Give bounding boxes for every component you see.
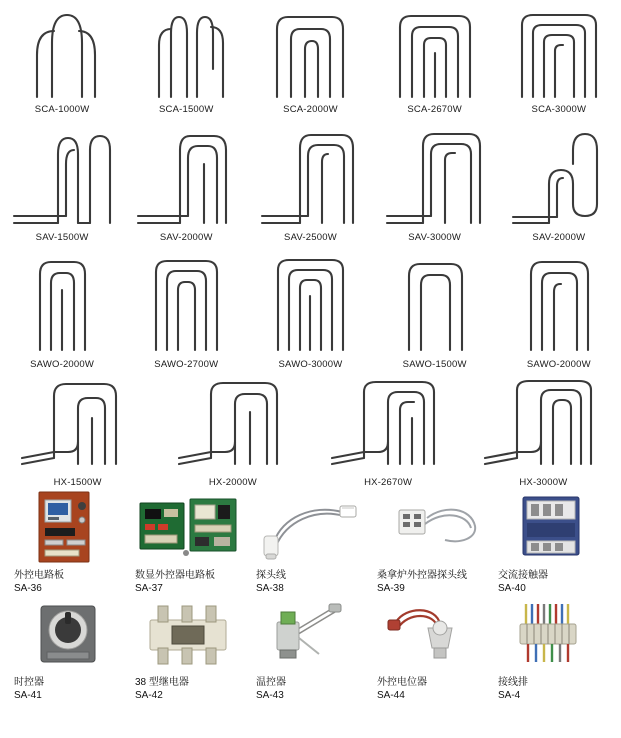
product-cell[interactable] xyxy=(0,243,124,370)
heater-row xyxy=(0,0,621,115)
terminal-strip-photo xyxy=(490,595,611,673)
thermostat-photo xyxy=(248,595,369,673)
sca-3000-drawing xyxy=(504,9,614,101)
product-cell[interactable] xyxy=(0,370,155,488)
sav-2500-drawing xyxy=(254,124,366,229)
sav-2000-drawing xyxy=(130,124,242,229)
hx-2670-drawing xyxy=(318,378,458,474)
product-cell[interactable] xyxy=(248,243,372,370)
product-cell[interactable] xyxy=(124,0,248,115)
accessory-name: 38 型继电器 xyxy=(135,677,189,688)
accessory-code: SA-39 xyxy=(377,583,405,594)
accessories-section xyxy=(0,488,621,702)
product-code: SAWO-3000W xyxy=(278,359,343,370)
product-cell[interactable] xyxy=(124,115,248,243)
accessory-code: SA-42 xyxy=(135,690,163,701)
accessory-row xyxy=(6,595,615,702)
accessory-name: 数显外控器电路板 xyxy=(135,570,215,581)
ac-contactor-photo xyxy=(490,488,611,566)
sawo-2000b-drawing xyxy=(503,252,615,356)
sav-1500-drawing xyxy=(6,124,118,229)
accessory-cell[interactable] xyxy=(369,595,490,702)
sawo-2700-drawing xyxy=(130,252,242,356)
product-cell[interactable] xyxy=(248,115,372,243)
accessory-row xyxy=(6,488,615,595)
hx-3000-drawing xyxy=(473,378,613,474)
accessory-code: SA-40 xyxy=(498,583,526,594)
accessory-cell[interactable] xyxy=(369,488,490,595)
product-code: SAWO-2700W xyxy=(154,359,219,370)
product-code: SAV-2000W xyxy=(532,232,586,243)
product-cell[interactable] xyxy=(155,370,310,488)
relay-photo xyxy=(127,595,248,673)
accessory-code: SA-44 xyxy=(377,690,405,701)
product-code: HX-3000W xyxy=(519,477,568,488)
product-code: SCA-2670W xyxy=(407,104,462,115)
accessory-name: 外控电位器 xyxy=(377,677,427,688)
sav-2000b-drawing xyxy=(503,124,615,229)
product-code: HX-2670W xyxy=(364,477,413,488)
heater-row xyxy=(0,243,621,370)
accessory-name: 交流接触器 xyxy=(498,570,548,581)
product-code: SCA-2000W xyxy=(283,104,338,115)
product-cell[interactable] xyxy=(497,243,621,370)
product-cell[interactable] xyxy=(497,0,621,115)
sca-1500-drawing xyxy=(131,9,241,101)
product-code: HX-1500W xyxy=(53,477,102,488)
product-code: SAV-3000W xyxy=(408,232,462,243)
probe-cable-photo xyxy=(248,488,369,566)
accessory-name: 接线排 xyxy=(498,677,528,688)
timer-photo xyxy=(6,595,127,673)
potentiometer-photo xyxy=(369,595,490,673)
accessory-cell[interactable] xyxy=(6,595,127,702)
accessory-code: SA-37 xyxy=(135,583,163,594)
product-cell[interactable] xyxy=(311,370,466,488)
accessory-name: 时控器 xyxy=(14,677,44,688)
control-board-photo xyxy=(6,488,127,566)
sawo-1500-drawing xyxy=(379,252,491,356)
product-code: HX-2000W xyxy=(208,477,257,488)
accessory-name: 外控电路板 xyxy=(14,570,64,581)
product-code: SAWO-2000W xyxy=(30,359,95,370)
sauna-probe-cable-photo xyxy=(369,488,490,566)
accessory-name: 桑拿炉外控器探头线 xyxy=(377,570,467,581)
digital-board-photo xyxy=(127,488,248,566)
product-code: SAWO-2000W xyxy=(526,359,591,370)
product-code: SAV-2500W xyxy=(284,232,337,243)
accessory-code: SA-43 xyxy=(256,690,284,701)
accessory-name: 探头线 xyxy=(256,570,286,581)
accessory-code: SA-38 xyxy=(256,583,284,594)
accessory-code: SA-41 xyxy=(14,690,42,701)
product-cell[interactable] xyxy=(124,243,248,370)
sawo-2000-drawing xyxy=(6,252,118,356)
hx-2000-drawing xyxy=(163,378,303,474)
product-code: SCA-1000W xyxy=(34,104,90,115)
product-code: SAV-2000W xyxy=(159,232,213,243)
product-cell[interactable] xyxy=(373,243,497,370)
product-cell[interactable] xyxy=(373,115,497,243)
sawo-3000-drawing xyxy=(254,252,366,356)
accessory-cell[interactable] xyxy=(127,595,248,702)
accessory-cell[interactable] xyxy=(248,488,369,595)
hx-1500-drawing xyxy=(8,378,148,474)
sav-3000-drawing xyxy=(379,124,491,229)
heater-row xyxy=(0,370,621,488)
accessory-cell[interactable] xyxy=(127,488,248,595)
accessory-cell[interactable] xyxy=(248,595,369,702)
heater-row xyxy=(0,115,621,243)
product-cell[interactable] xyxy=(466,370,621,488)
product-code: SCA-3000W xyxy=(531,104,587,115)
accessory-cell[interactable] xyxy=(490,595,611,702)
sca-1000-drawing xyxy=(7,9,117,101)
product-cell[interactable] xyxy=(0,0,124,115)
product-code: SAWO-1500W xyxy=(402,359,467,370)
sca-2670-drawing xyxy=(380,9,490,101)
accessory-cell[interactable] xyxy=(490,488,611,595)
product-cell[interactable] xyxy=(0,115,124,243)
sca-2000-drawing xyxy=(255,9,365,101)
product-cell[interactable] xyxy=(248,0,372,115)
product-code: SAV-1500W xyxy=(35,232,89,243)
accessory-cell[interactable] xyxy=(6,488,127,595)
accessory-code: SA-36 xyxy=(14,583,42,594)
product-cell[interactable] xyxy=(373,0,497,115)
product-code: SCA-1500W xyxy=(158,104,214,115)
accessory-name: 温控器 xyxy=(256,677,286,688)
accessory-code: SA-4 xyxy=(498,690,521,701)
product-cell[interactable] xyxy=(497,115,621,243)
